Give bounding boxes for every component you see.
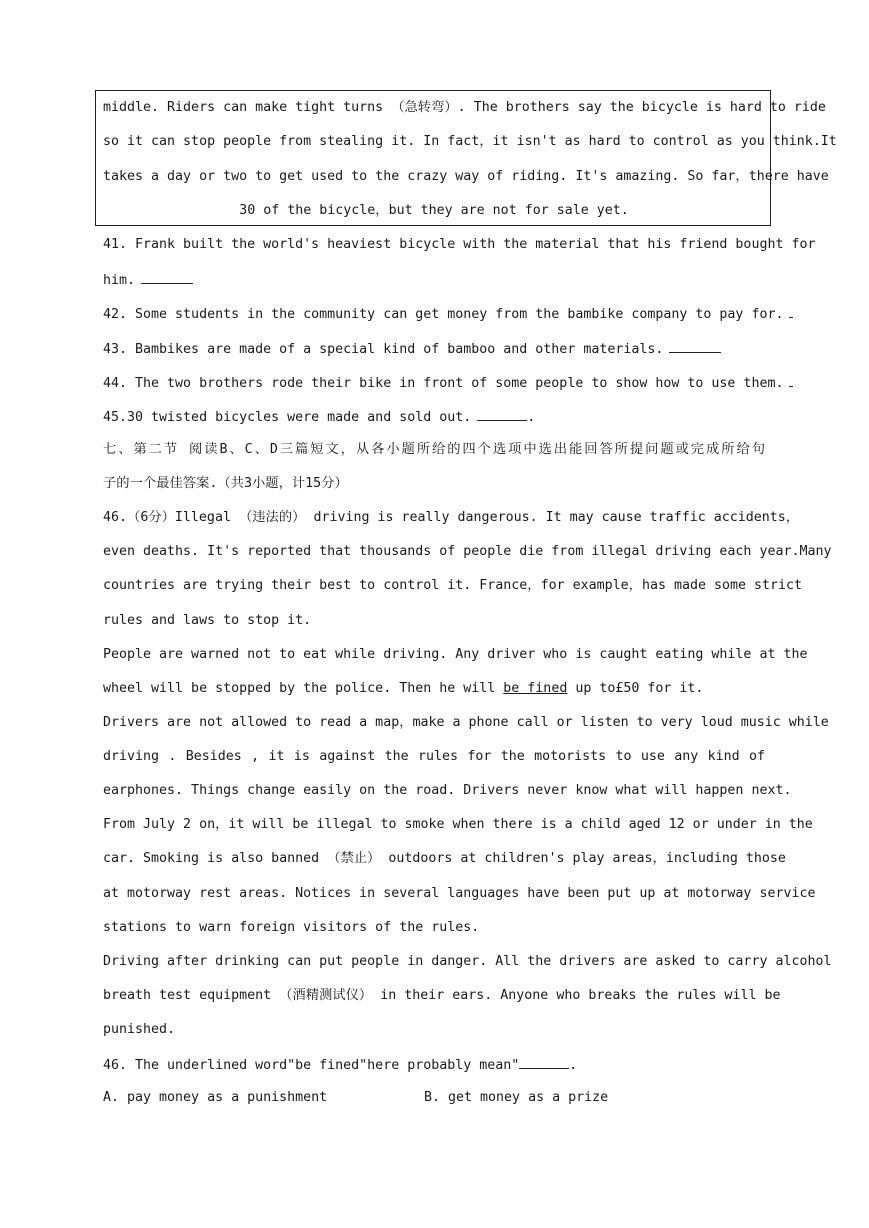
passage-p1-line-2: even deaths. It's reported that thousands of people die from illegal driving each year.Many — [103, 544, 832, 559]
answer-blank-45[interactable] — [477, 407, 527, 421]
question-44 — [103, 373, 784, 393]
box-line-4: 30 of the bicycle，but they are not for sale yet. — [239, 203, 629, 218]
passage-p2-line-2 — [103, 680, 765, 698]
section-title-line-1: 七、第二节 阅读B、C、D三篇短文，从各小题所给的四个选项中选出能回答所提问题或完成所给句 — [103, 442, 765, 457]
passage-p2-line-1: People are warned not to eat while driving. Any driver who is caught eating while at the — [103, 647, 808, 662]
question-44-text: 44. The two brothers rode their bike in front of some people to show how to use them. — [103, 376, 784, 391]
box-line-3: takes a day or two to get used to the crazy way of riding. It's amazing. So far，there have — [103, 169, 829, 184]
passage-p4-line-2: car. Smoking is also banned （禁止） outdoors at children's play areas，including those — [103, 851, 786, 866]
passage-p1-line-3: countries are trying their best to control it. France，for example，has made some strict — [103, 578, 803, 593]
question-41-line-1: 41. Frank built the world's heaviest bicycle with the material that his friend bought for — [103, 237, 816, 252]
section-title-line-2: 子的一个最佳答案.（共3小题，计15分） — [103, 476, 348, 491]
passage-p5-line-2: breath test equipment （酒精测试仪） in their ears. Anyone who breaks the rules will be — [103, 988, 781, 1003]
passage-p4-line-3: at motorway rest areas. Notices in several languages have been put up at motorway service — [103, 886, 816, 901]
question-46-stem — [103, 1055, 765, 1075]
passage-p2-text-after: up to£50 for it. — [567, 681, 704, 696]
question-43 — [103, 339, 765, 359]
answer-blank-41[interactable] — [141, 270, 193, 284]
passage-p1-line-1: 46.（6分）Illegal （违法的） driving is really dangerous. It may cause traffic accidents， — [103, 510, 800, 525]
question-42-text: 42. Some students in the community can get money from the bambike company to pay for. — [103, 307, 784, 322]
answer-blank-42[interactable] — [789, 304, 793, 318]
box-line-2: so it can stop people from stealing it. In fact，it isn't as hard to control as you think.It — [103, 134, 837, 149]
question-45 — [103, 407, 765, 427]
question-43-text: 43. Bambikes are made of a special kind of bamboo and other materials. — [103, 342, 664, 357]
answer-blank-43[interactable] — [669, 339, 721, 353]
passage-p3-line-2: driving . Besides , it is against the rules for the motorists to use any kind of — [103, 749, 765, 764]
passage-p2-text-before: wheel will be stopped by the police. Then he will — [103, 681, 504, 696]
passage-p4-line-1: From July 2 on，it will be illegal to smoke when there is a child aged 12 or under in the — [103, 817, 813, 832]
option-b[interactable]: B. get money as a prize — [424, 1090, 609, 1105]
answer-blank-44[interactable] — [789, 373, 793, 387]
question-46-options — [103, 1089, 765, 1107]
question-46-text: 46. The underlined word"be fined"here probably mean" — [103, 1058, 520, 1073]
question-41-text: him. — [103, 273, 136, 288]
answer-blank-46[interactable] — [519, 1055, 569, 1069]
underlined-word-be-fined: be fined — [503, 681, 568, 696]
question-42 — [103, 304, 784, 324]
option-a[interactable]: A. pay money as a punishment — [103, 1090, 328, 1105]
question-45-period: . — [527, 410, 536, 425]
passage-p3-line-1: Drivers are not allowed to read a map，make a phone call or listen to very loud music while — [103, 715, 829, 730]
passage-p4-line-4: stations to warn foreign visitors of the rules. — [103, 920, 480, 935]
question-41-line-2 — [103, 270, 765, 290]
passage-p5-line-1: Driving after drinking can put people in danger. All the drivers are asked to carry alcohol — [103, 954, 832, 969]
box-line-1: middle. Riders can make tight turns （急转弯）. The brothers say the bicycle is hard to ride — [103, 100, 826, 115]
question-46-period: . — [569, 1058, 578, 1073]
passage-p1-line-4: rules and laws to stop it. — [103, 613, 312, 628]
passage-p3-line-3: earphones. Things change easily on the road. Drivers never know what will happen next. — [103, 783, 792, 798]
passage-p5-line-3: punished. — [103, 1022, 176, 1037]
question-45-text: 45.30 twisted bicycles were made and sold out. — [103, 410, 472, 425]
